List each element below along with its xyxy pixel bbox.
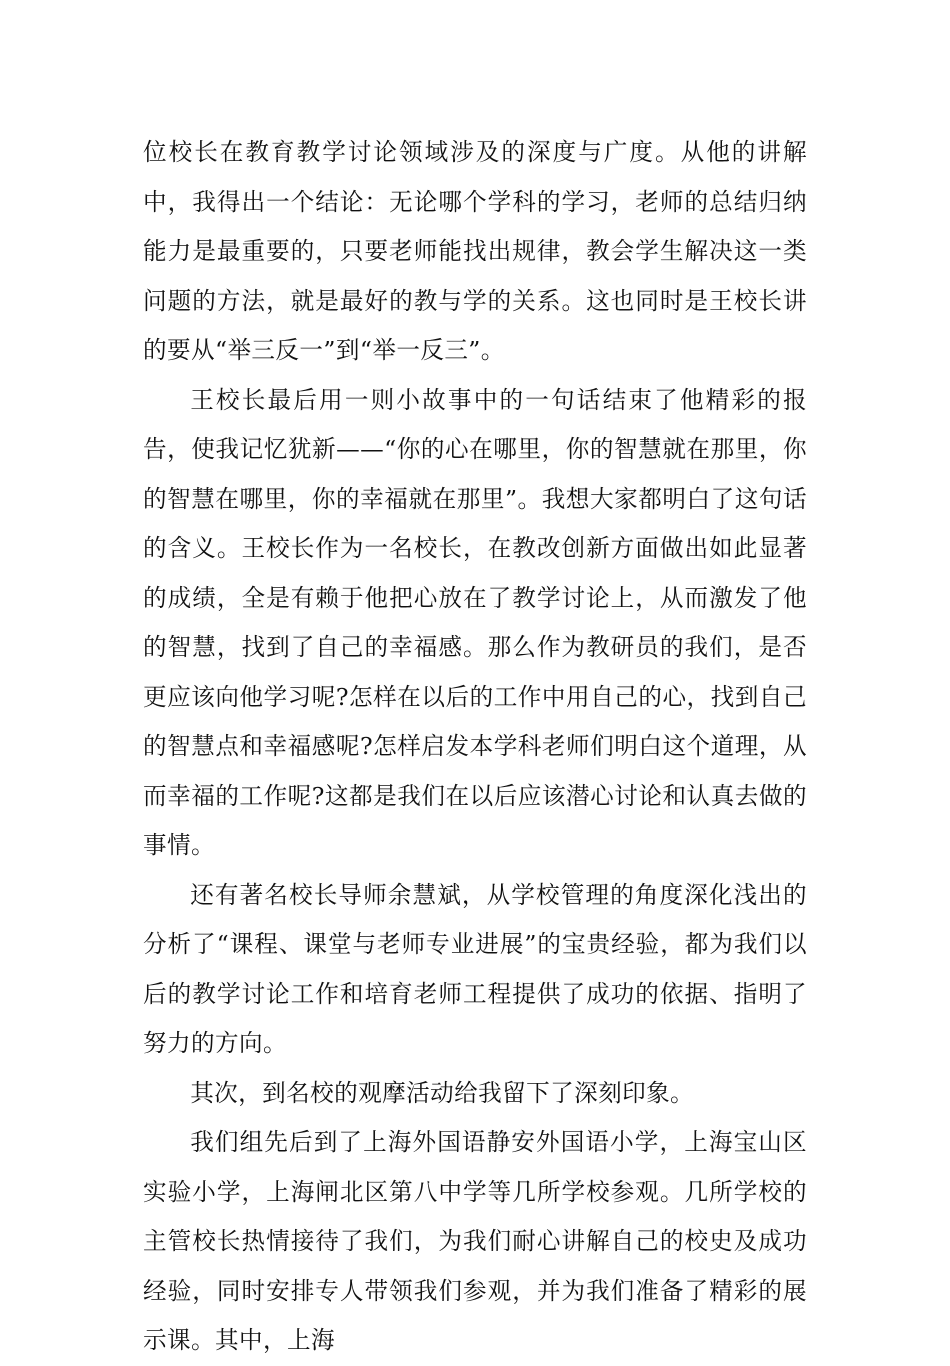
paragraph-continuation: 位校长在教育教学讨论领域涉及的深度与广度。从他的讲解中，我得出一个结论：无论哪个学科的学习，老师的总结归纳能力是最重要的，只要老师能找出规律，教会学生解决这一类问题的方法，就是最好的教与学的关系。这也同时是王校长讲的要从“举三反一”到“举一反三”。 — [143, 138, 807, 364]
paragraph-mentor-analysis: 还有著名校长导师余慧斌，从学校管理的角度深化浅出的分析了“课程、课堂与老师专业进展”的宝贵经验，都为我们以后的教学讨论工作和培育老师工程提供了成功的依据、指明了努力的方向。 — [143, 880, 807, 1057]
document-body — [143, 128, 807, 1366]
paragraph-principal-story: 王校长最后用一则小故事中的一句话结束了他精彩的报告，使我记忆犹新——“你的心在哪里，你的智慧就在那里，你的智慧在哪里，你的幸福就在那里”。我想大家都明白了这句话的含义。王校长作为一名校长，在教改创新方面做出如此显著的成绩，全是有赖于他把心放在了教学讨论上，从而激发了他的智慧，找到了自己的幸福感。那么作为教研员的我们，是否更应该向他学习呢?怎样在以后的工作中用自己的心，找到自己的智慧点和幸福感呢?怎样启发本学科老师们明白这个道理，从而幸福的工作呢?这都是我们在以后应该潜心讨论和认真去做的事情。 — [143, 385, 807, 859]
paragraph-school-visits: 我们组先后到了上海外国语静安外国语小学，上海宝山区实验小学，上海闸北区第八中学等几所学校参观。几所学校的主管校长热情接待了我们，为我们耐心讲解自己的校史及成功经验，同时安排专人带领我们参观，并为我们准备了精彩的展示课。其中，上海 — [143, 1128, 807, 1354]
paragraph-observation-intro: 其次，到名校的观摩活动给我留下了深刻印象。 — [190, 1078, 695, 1107]
